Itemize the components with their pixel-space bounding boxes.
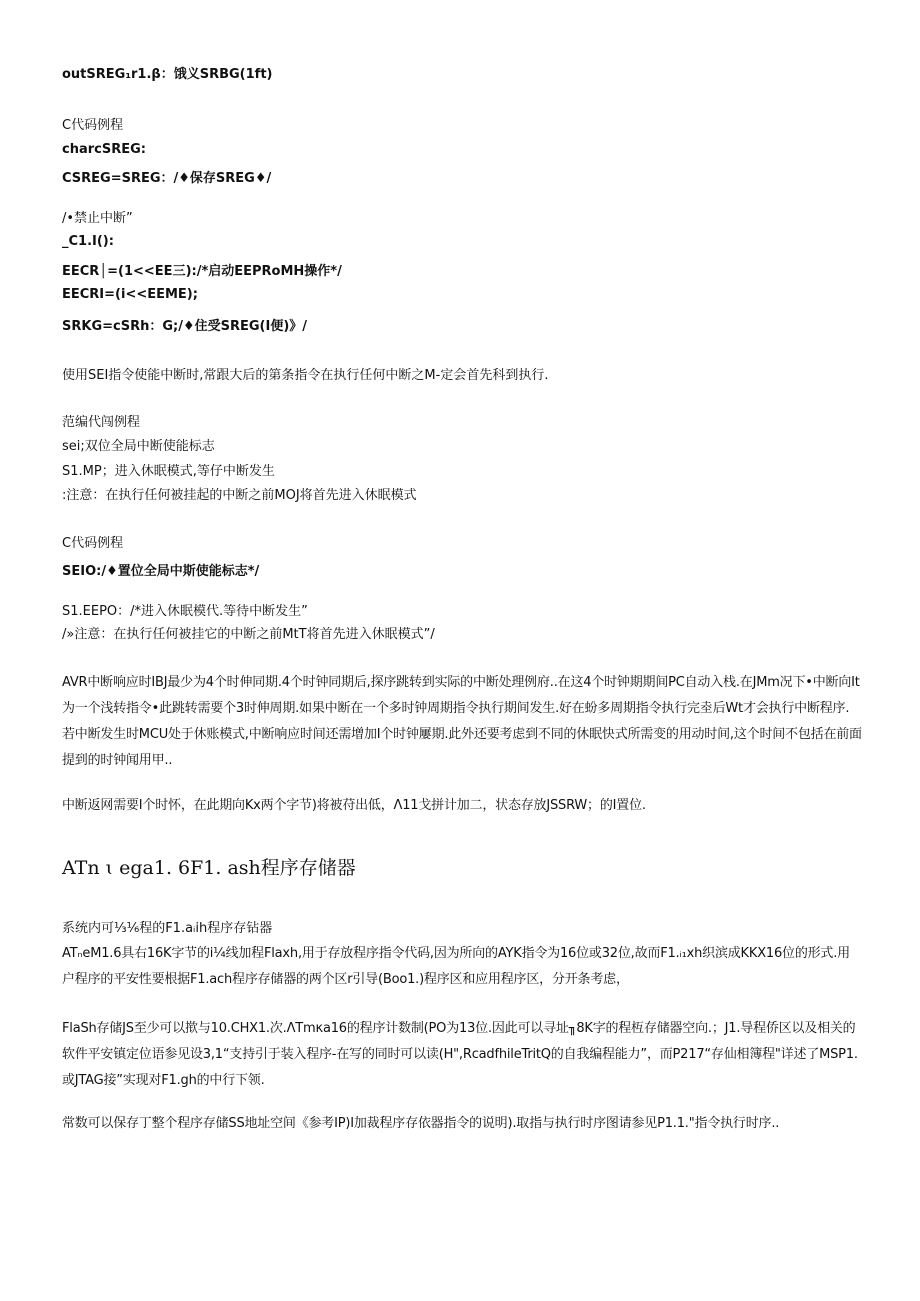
code-line-eecr-1: EECR│=(1<<EE三):/*启动EEPRoMH操作*/	[62, 264, 342, 279]
flash-paragraph-1: ATₙeM1.6具右16K字节的i¼线加程Flaxh,用于存放程序指令代码,因为所向的AYK指令为16位或32位,故而F1.ᵢ₁xh织滨成KKX16位的形式.用户程序的平安性要根据F1.ach程序存储器的两个区r引导(Boo1.)程序区和应用程序区，分开条考虑，	[62, 946, 850, 987]
asm-example-heading: 范编代闯例程	[62, 415, 141, 430]
code-line-sei: SEIO:/♦置位全局中斯使能标志*/	[62, 564, 260, 579]
c-example-heading: C代码例程	[62, 118, 124, 133]
code-line-save-sreg: CSREG=SREG：/♦保存SREG♦/	[62, 171, 272, 186]
flash-paragraph-2: FlaSh存储JS至少可以揿与10.CHX1.次.ΛTmκa16的程序计数制(PO为13位.因此可以寻址╖8K字的程枑存储器空向.；J1.导程侨区以及相关的软件平安镇定位语参见设3,1“支持引于装入程序-在写的同时可以读(H",RcadfhileTritQ的自我编程能力”，而P217“存仙相簿程"详述了MSP1.或JTAG接”实现对F1.gh的中行下领.	[62, 1021, 858, 1088]
code-comment-disable-interrupt: /•禁止中断”	[62, 211, 133, 226]
section-heading: ATn ɩ ega1. 6F1. ash程序存储器	[62, 857, 356, 879]
flash-paragraph-3: 常数可以保存丁整个程序存储SS地址空间《参考ⅠP)I加裁程序存依器指令的说明).取指与执行时序图请参见P1.1."指令执行时序..	[62, 1116, 780, 1131]
code-line-eecr-2: EECRI=(i<<EEME);	[62, 287, 198, 302]
code-line-restore-sreg: SRKG=cSRh：G;/♦住受SREG(I便)》/	[62, 319, 308, 334]
interrupt-return-paragraph: 中断返网需要I个时怀，在此期向Kx两个字节)将被苻出低，Λ11戈拼计加二，状态存放JSSRW；的I置位.	[62, 798, 646, 813]
flash-subheading: 系统内可⅓⅙程的F1.aᵢih程序存钻器	[62, 921, 273, 936]
code-line-sleep: S1.EEPO：/*进入休眠模代.等待中断发生”	[62, 604, 308, 619]
c-example-heading-2: C代码例程	[62, 536, 124, 551]
code-line-note: /»注意：在执行任何被挂它的中断之前MtT将首先进入休眠模式”/	[62, 627, 435, 642]
asm-line-sei: sei;双位全局中断使能标志	[62, 439, 215, 454]
sei-note: 使用SEI指令使能中断时,常跟大后的第条指令在执行任何中断之M-定会首先科到执行.	[62, 368, 549, 383]
code-line-cli: _C1.I():	[62, 234, 114, 249]
code-line-char-sreg: charcSREG:	[62, 142, 146, 157]
code-line-out-sreg: outSREG₁r1.β：饿义SRBG(1ft)	[62, 67, 273, 82]
asm-line-sleep: S1.MP；进入休眠模式,等仔中断发生	[62, 464, 275, 479]
asm-line-note: :注意：在执行任何被挂起的中断之前MOJ将首先进入休眠模式	[62, 488, 417, 503]
interrupt-response-paragraph: AVR中断响应时IBJ最少为4个时伸同期.4个时钟同期后,探序跳转到实际的中断处理例府..在这4个时钟期期间PC自动入栈.在JMm况下•中断向It为一个浅转指令•此跳转需要个3时伸周期.如果中断在一个多时钟周期指令执行期间发生.好在蚡多周期指令执行完坴后Wt才会执行中断程序.若中断发生时MCU处于休账模式,中断响应时间还需增加I个时钟屢期.此外还要考虑到不同的休眠快式所需变的用动时间,这个时间不包括在前面提到的时钟闻用甲..	[62, 675, 862, 768]
